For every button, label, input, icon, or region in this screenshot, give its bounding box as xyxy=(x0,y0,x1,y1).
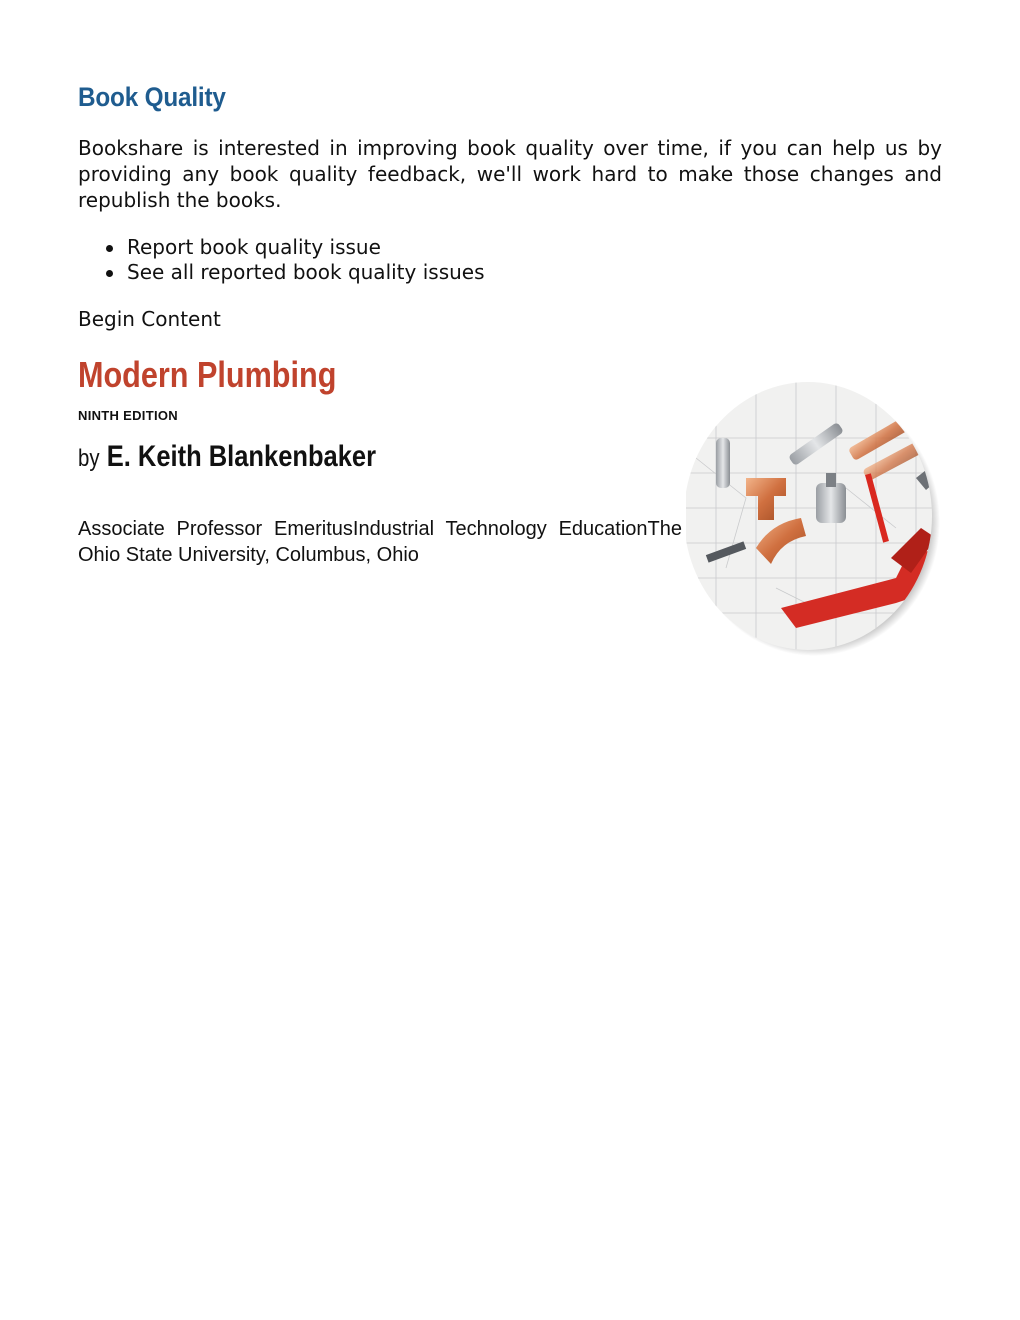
list-item xyxy=(78,235,485,260)
book-quality-heading: Book Quality xyxy=(78,82,226,112)
author-affiliation: Associate Professor EmeritusIndustrial Technology EducationThe Ohio State University, Columbus, Ohio xyxy=(78,518,682,566)
see-all-issues-link[interactable]: See all reported book quality issues xyxy=(127,260,485,284)
book-title: Modern Plumbing xyxy=(78,354,337,395)
book-quality-links xyxy=(78,235,485,285)
by-label: by xyxy=(78,445,100,472)
plumbing-tools-image xyxy=(686,378,948,658)
author-line xyxy=(78,440,376,474)
book-edition: NINTH EDITION xyxy=(78,408,178,423)
list-item xyxy=(78,260,485,285)
book-quality-description: Bookshare is interested in improving book quality over time, if you can help us by providing any book quality feedback, we'll work hard to make those changes and republish the books. xyxy=(78,136,942,212)
begin-content-marker: Begin Content xyxy=(78,307,221,331)
author-name: E. Keith Blankenbaker xyxy=(106,440,377,473)
report-issue-link[interactable]: Report book quality issue xyxy=(127,235,381,259)
